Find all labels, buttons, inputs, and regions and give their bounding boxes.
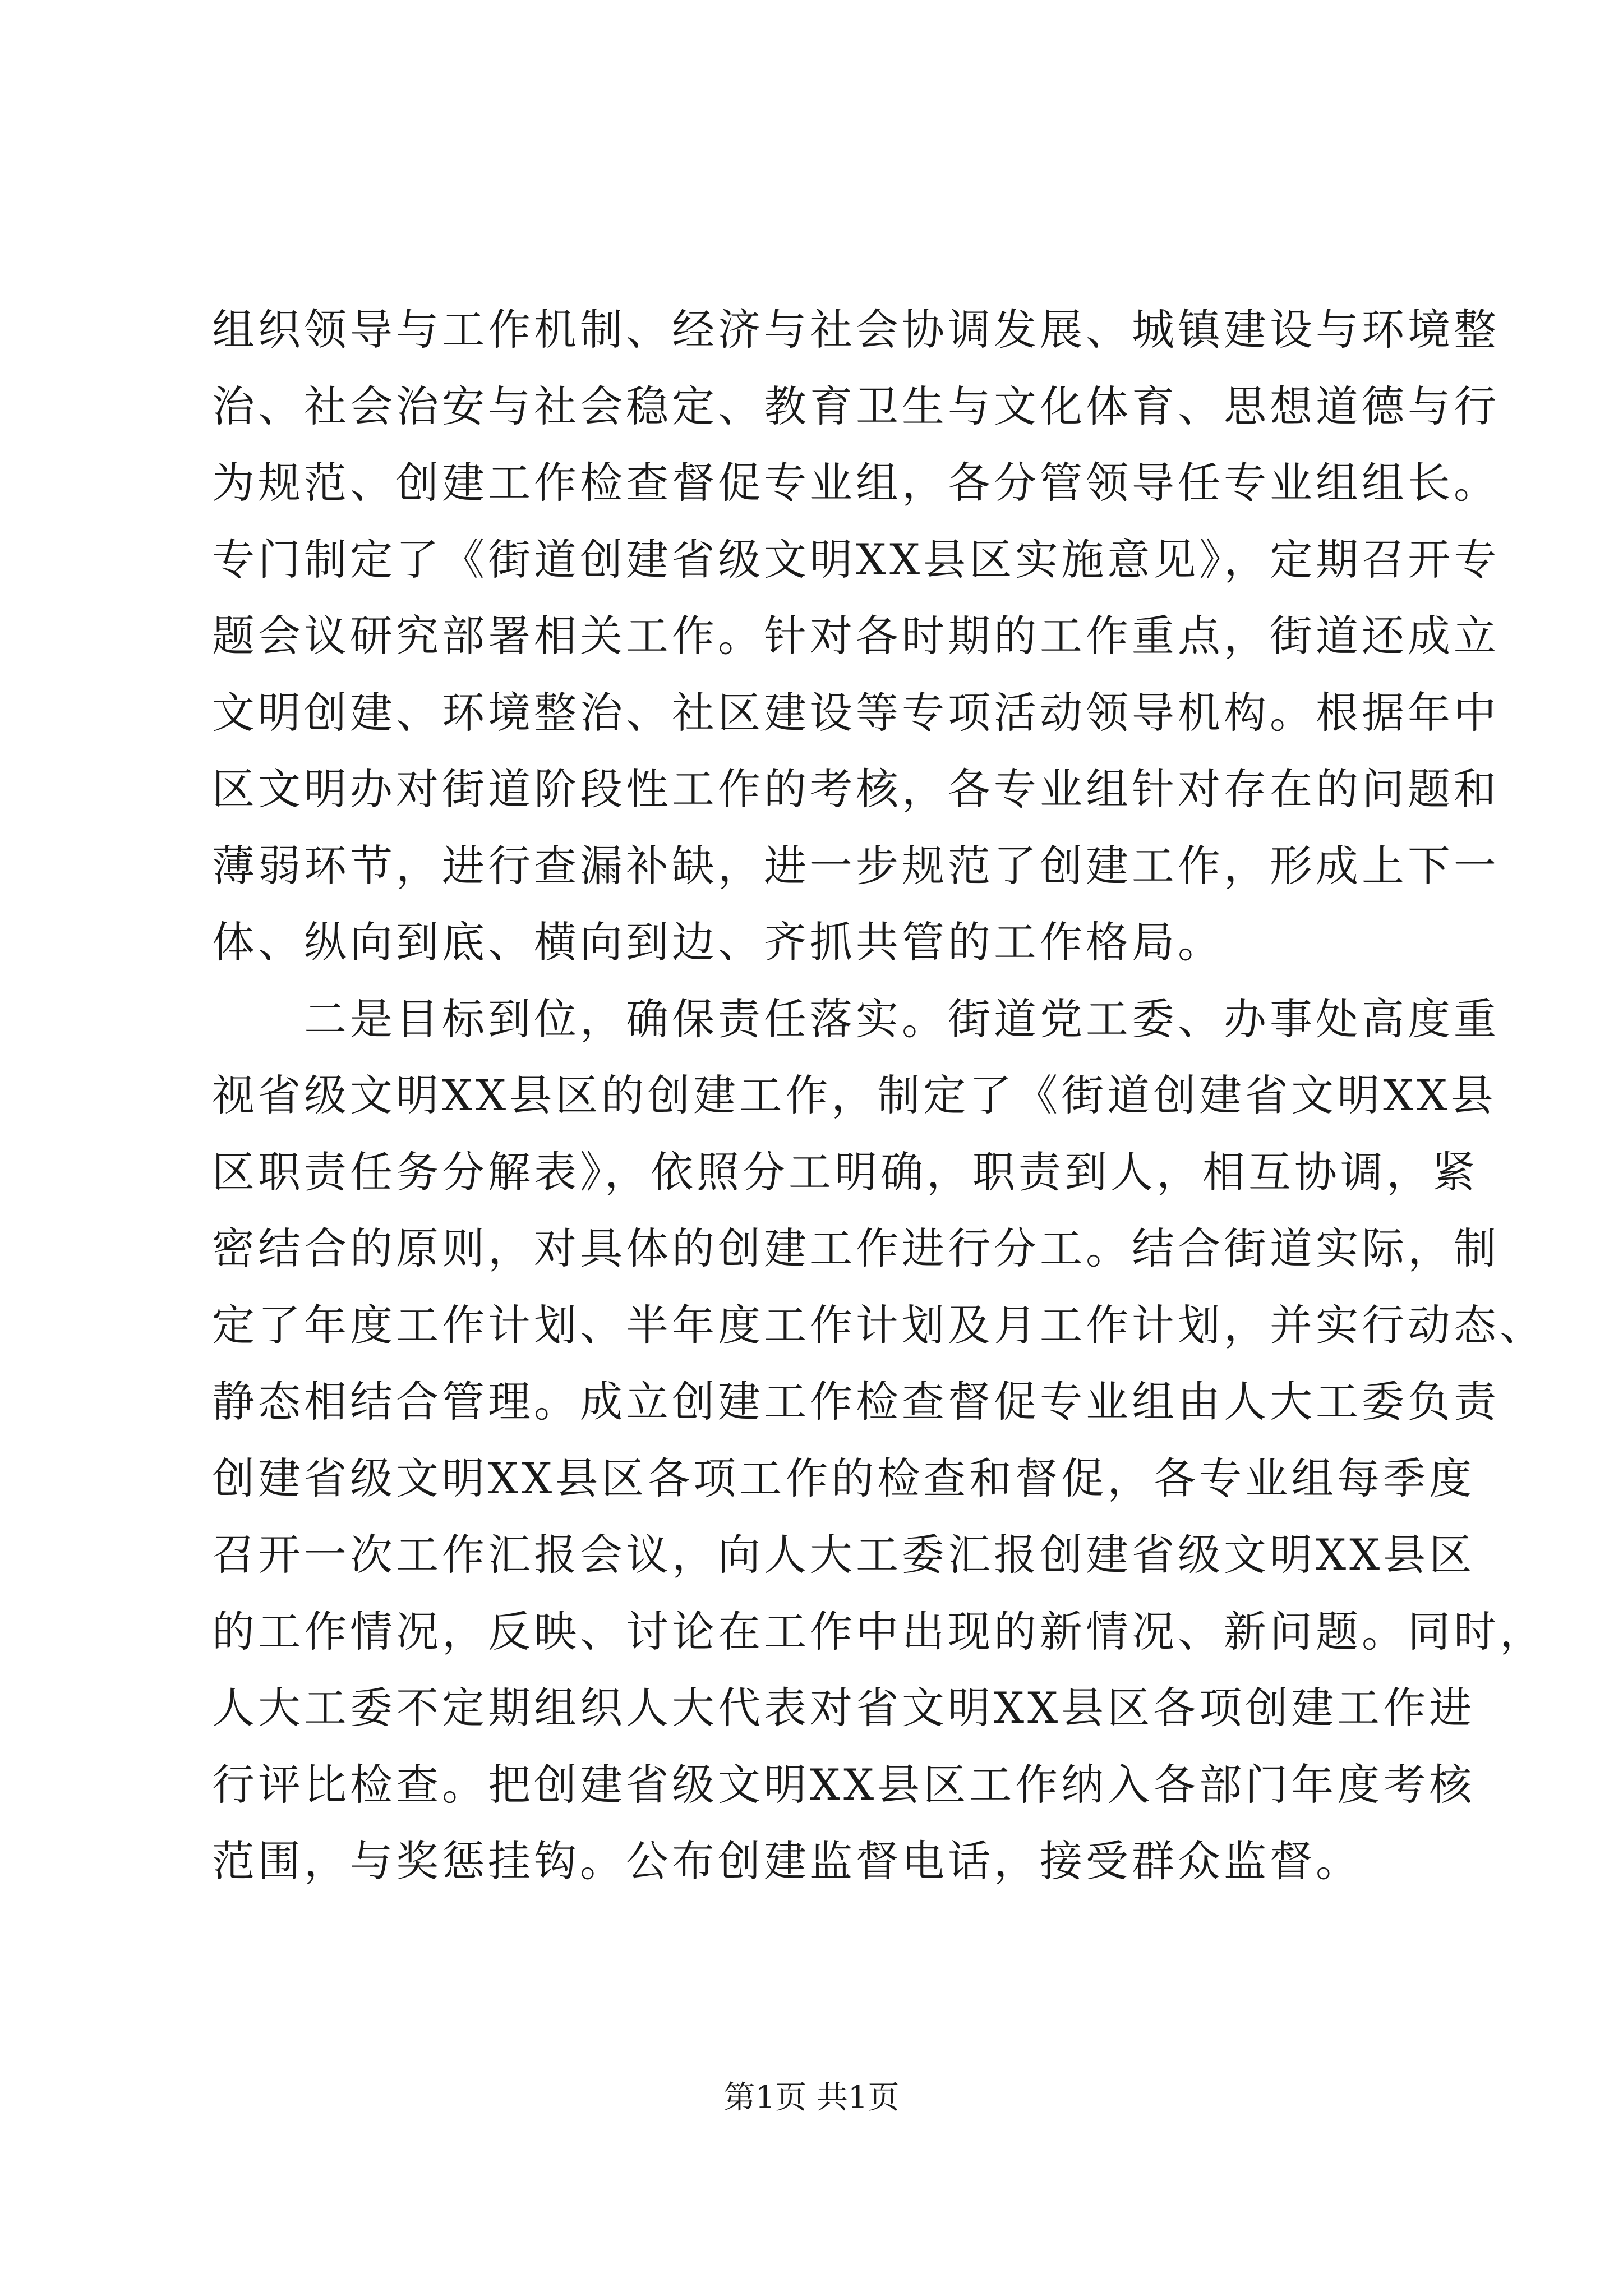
text-line: 组织领导与工作机制、经济与社会协调发展、城镇建设与环境整 [212, 305, 1500, 355]
page-footer: 第1页 共1页 [723, 2079, 900, 2116]
text-line: 二是目标到位，确保责任落实。街道党工委、办事处高度重 [212, 993, 1500, 1044]
text-line: 的工作情况，反映、讨论在工作中出现的新情况、新问题。同时， [212, 1606, 1546, 1657]
text-line: 文明创建、环境整治、社区建设等专项活动领导机构。根据年中 [212, 687, 1500, 738]
text-line: 人大工委不定期组织人大代表对省文明XX县区各项创建工作进 [212, 1683, 1476, 1733]
text-line: 视省级文明XX县区的创建工作，制定了《街道创建省文明XX县 [212, 1070, 1497, 1120]
text-line: 治、社会治安与社会稳定、教育卫生与文化体育、思想道德与行 [212, 381, 1500, 431]
document-body [212, 292, 1546, 1900]
text-line: 范围，与奖惩挂钩。公布创建监督电话，接受群众监督。 [212, 1836, 1362, 1886]
text-line: 体、纵向到底、横向到边、齐抓共管的工作格局。 [212, 917, 1224, 967]
text-line: 创建省级文明XX县区各项工作的检查和督促，各专业组每季度 [212, 1453, 1476, 1503]
text-line: 区文明办对街道阶段性工作的考核，各专业组针对存在的问题和 [212, 764, 1500, 814]
text-line: 行评比检查。把创建省级文明XX县区工作纳入各部门年度考核 [212, 1759, 1476, 1810]
text-line: 区职责任务分解表》，依照分工明确，职责到人，相互协调，紧 [212, 1147, 1478, 1197]
text-line: 召开一次工作汇报会议，向人大工委汇报创建省级文明XX县区 [212, 1530, 1476, 1580]
text-line: 题会议研究部署相关工作。针对各时期的工作重点，街道还成立 [212, 611, 1500, 661]
text-line: 专门制定了《街道创建省级文明XX县区实施意见》，定期召开专 [212, 534, 1500, 585]
text-line: 薄弱环节，进行查漏补缺，进一步规范了创建工作，形成上下一 [212, 840, 1500, 891]
text-line: 定了年度工作计划、半年度工作计划及月工作计划，并实行动态、 [212, 1300, 1546, 1350]
text-line: 为规范、创建工作检查督促专业组，各分管领导任专业组组长。 [212, 458, 1500, 508]
text-line: 静态相结合管理。成立创建工作检查督促专业组由人大工委负责 [212, 1377, 1500, 1427]
text-line: 密结合的原则，对具体的创建工作进行分工。结合街道实际，制 [212, 1223, 1500, 1273]
